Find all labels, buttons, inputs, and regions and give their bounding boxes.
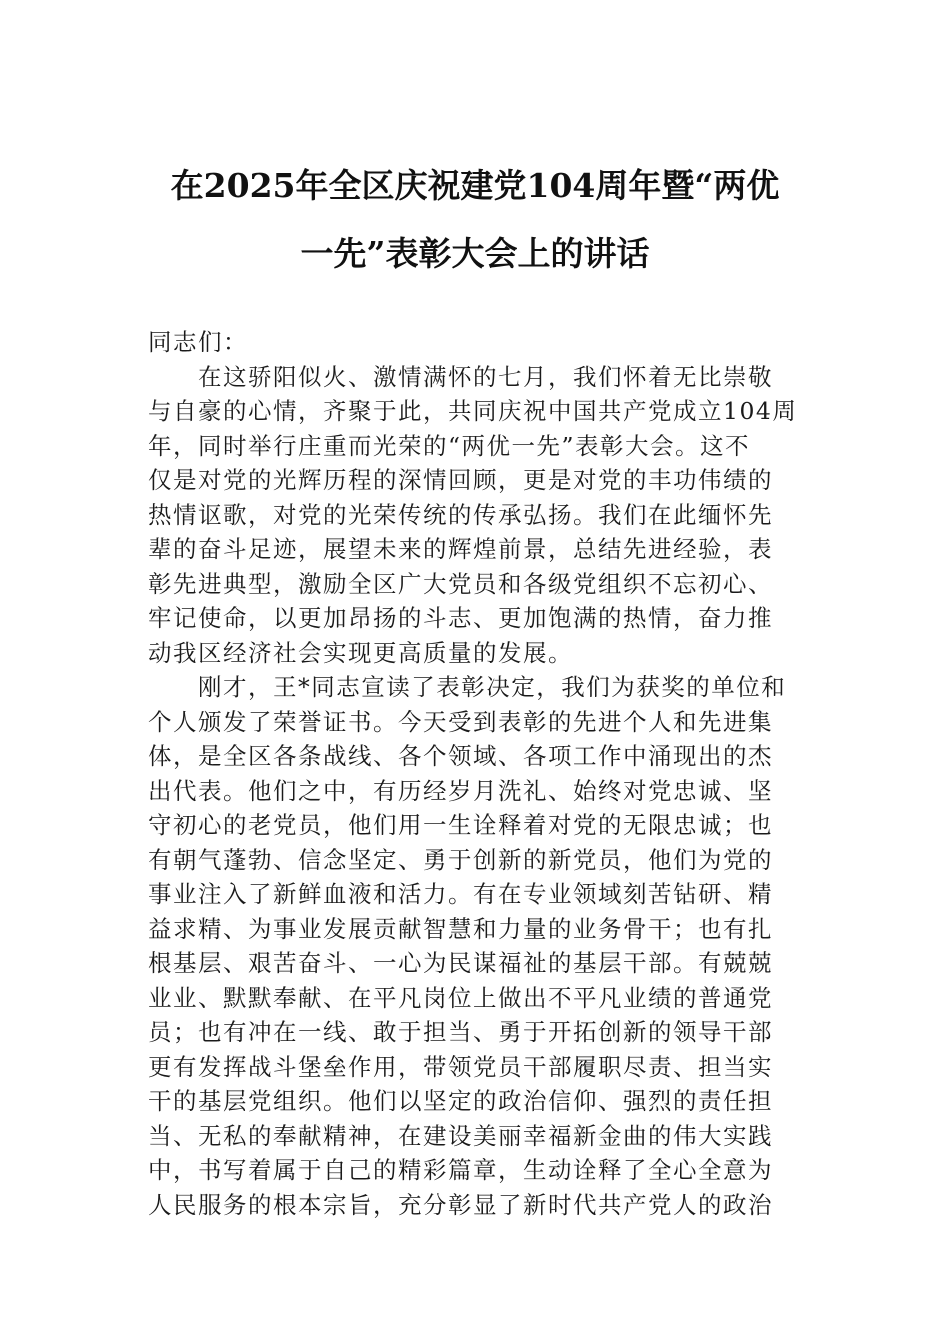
paragraph-1 [148, 360, 808, 671]
paragraph-line: 与自豪的心情，齐聚于此，共同庆祝中国共产党成立104周 [148, 397, 798, 425]
paragraph-line: 益求精、为事业发展贡献智慧和力量的业务骨干；也有扎 [148, 914, 773, 943]
paragraph-line: 牢记使命，以更加昂扬的斗志、更加饱满的热情，奋力推 [148, 604, 773, 632]
paragraph-line: 更有发挥战斗堡垒作用，带领党员干部履职尽责、担当实 [148, 1052, 773, 1081]
salutation: 同志们： [148, 328, 248, 356]
document-title-line-1: 在2025年全区庆祝建党104周年暨“两优 [170, 166, 780, 205]
paragraph-line: 守初心的老党员，他们用一生诠释着对党的无限忠诚；也 [148, 811, 773, 839]
paragraph-line: 业业、默默奉献、在平凡岗位上做出不平凡业绩的普通党 [148, 983, 773, 1012]
paragraph-line: 当、无私的奉献精神，在建设美丽幸福新金曲的伟大实践 [148, 1121, 773, 1150]
document-title-line-2: 一先”表彰大会上的讲话 [300, 234, 650, 273]
paragraph-2 [148, 670, 808, 1222]
paragraph-line: 根基层、艰苦奋斗、一心为民谋福祉的基层干部。有兢兢 [148, 949, 773, 977]
paragraph-line: 出代表。他们之中，有历经岁月洗礼、始终对党忠诚、坚 [148, 776, 773, 805]
paragraph-line: 个人颁发了荣誉证书。今天受到表彰的先进个人和先进集 [148, 707, 773, 736]
paragraph-line: 辈的奋斗足迹，展望未来的辉煌前景，总结先进经验，表 [148, 535, 773, 563]
paragraph-line: 人民服务的根本宗旨，充分彰显了新时代共产党人的政治 [148, 1190, 773, 1219]
paragraph-line: 在这骄阳似火、激情满怀的七月，我们怀着无比崇敬 [198, 362, 773, 391]
paragraph-line: 事业注入了新鲜血液和活力。有在专业领域刻苦钻研、精 [148, 880, 773, 908]
paragraph-line: 年，同时举行庄重而光荣的“两优一先”表彰大会。这不 [148, 431, 751, 460]
paragraph-line: 热情讴歌，对党的光荣传统的传承弘扬。我们在此缅怀先 [148, 500, 773, 529]
paragraph-line: 干的基层党组织。他们以坚定的政治信仰、强烈的责任担 [148, 1087, 773, 1115]
paragraph-line: 员；也有冲在一线、敢于担当、勇于开拓创新的领导干部 [148, 1018, 773, 1046]
paragraph-line: 动我区经济社会实现更高质量的发展。 [148, 638, 573, 667]
paragraph-line: 中，书写着属于自己的精彩篇章，生动诠释了全心全意为 [148, 1156, 773, 1184]
document-body [148, 325, 808, 1222]
paragraph-line: 有朝气蓬勃、信念坚定、勇于创新的新党员，他们为党的 [148, 845, 773, 874]
paragraph-line: 彰先进典型，激励全区广大党员和各级党组织不忘初心、 [148, 569, 773, 598]
paragraph-line: 仅是对党的光辉历程的深情回顾，更是对党的丰功伟绩的 [148, 466, 773, 494]
paragraph-line: 体，是全区各条战线、各个领域、各项工作中涌现出的杰 [148, 742, 773, 770]
paragraph-line: 刚才，王*同志宣读了表彰决定，我们为获奖的单位和 [198, 673, 787, 701]
